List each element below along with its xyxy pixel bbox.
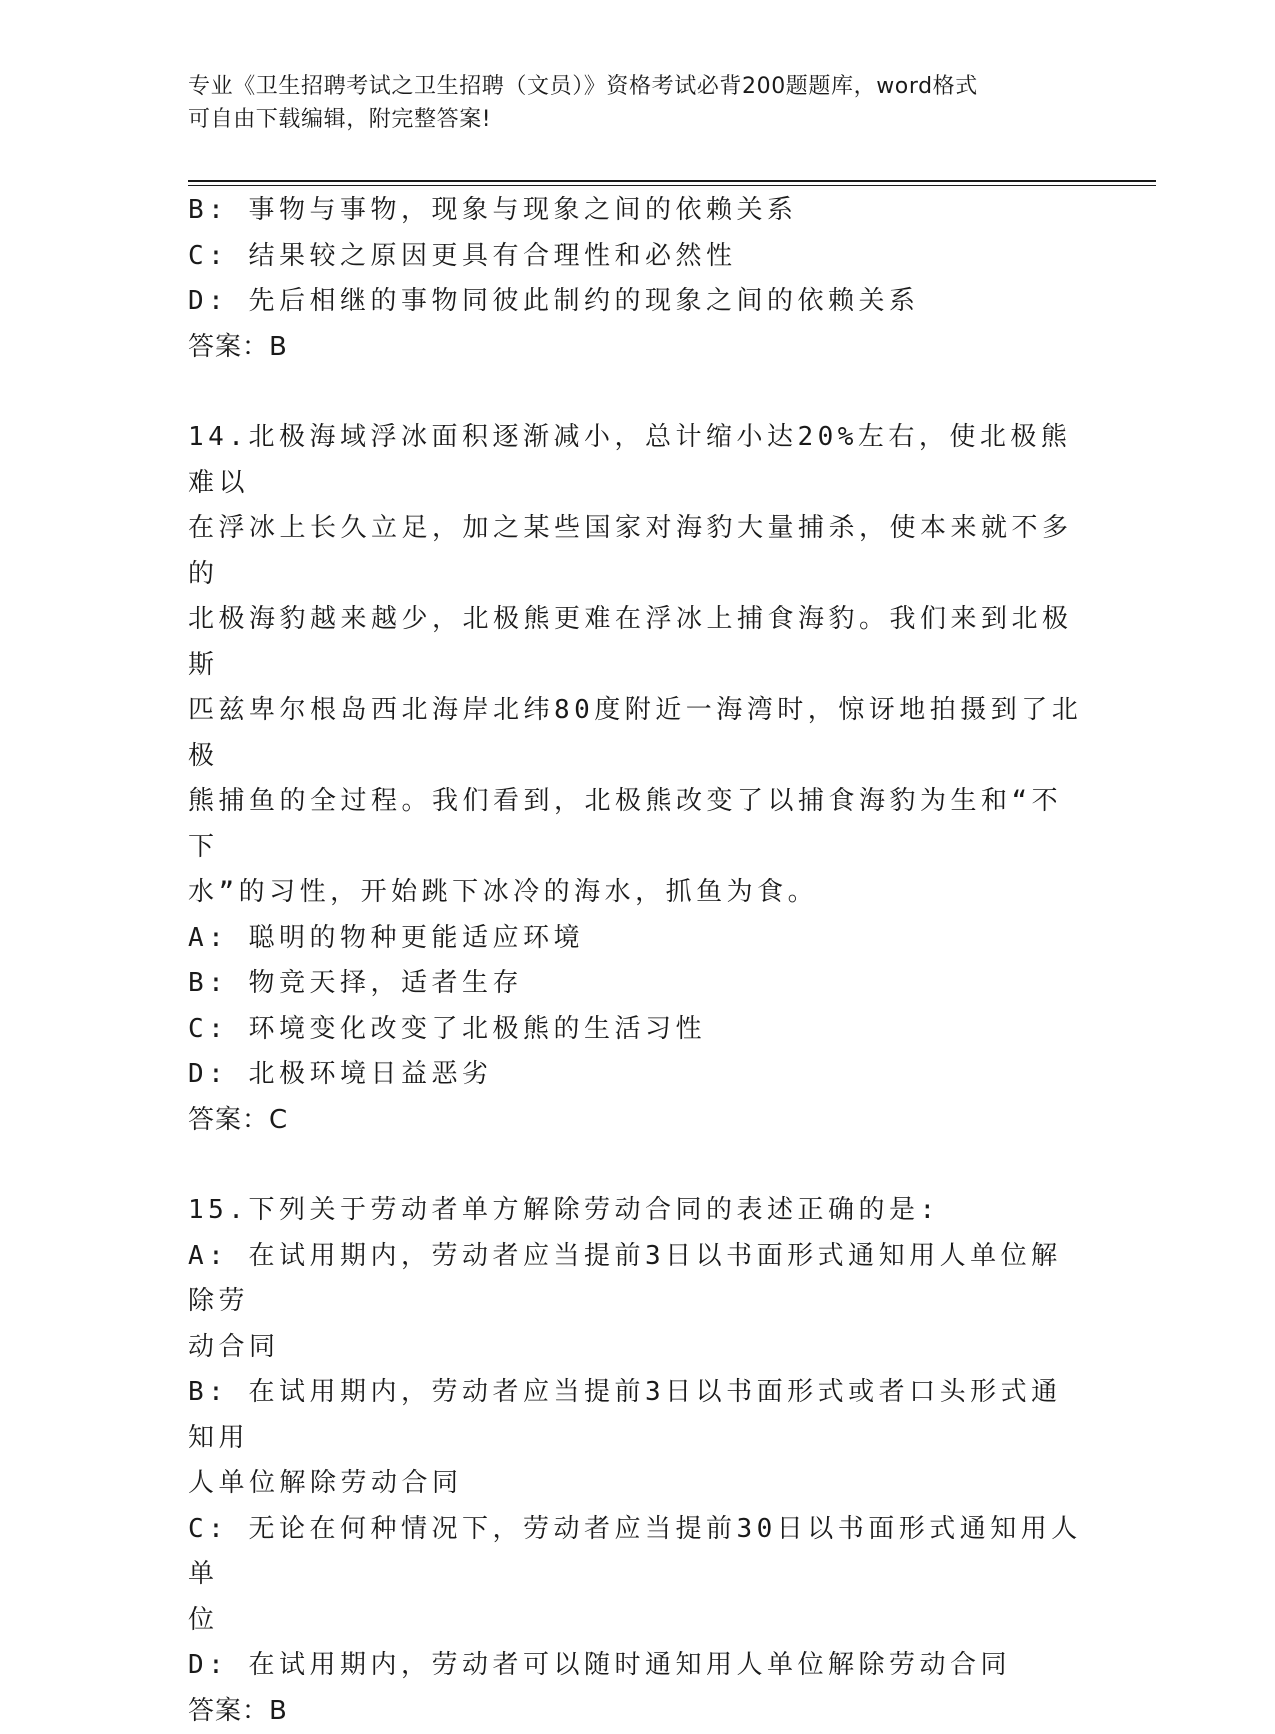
- option-c: C: 环境变化改变了北极熊的生活习性: [188, 1007, 1088, 1053]
- option-b: B: 物竞天择，适者生存: [188, 961, 1088, 1007]
- option-b: B: 事物与事物，现象与现象之间的依赖关系: [188, 188, 1088, 234]
- question-stem-line: 熊捕鱼的全过程。我们看到，北极熊改变了以捕食海豹为生和“不下: [188, 779, 1088, 870]
- question-gap: [188, 370, 1088, 415]
- option-c: C: 结果较之原因更具有合理性和必然性: [188, 234, 1088, 280]
- answer-line: 答案：B: [188, 325, 1088, 371]
- question-stem-line: 14.北极海域浮冰面积逐渐减小，总计缩小达20%左右，使北极熊难以: [188, 415, 1088, 506]
- answer-line: 答案：C: [188, 1098, 1088, 1144]
- option-d: D: 先后相继的事物同彼此制约的现象之间的依赖关系: [188, 279, 1088, 325]
- option-c-line-2: 位: [188, 1598, 1088, 1644]
- question-stem-line: 北极海豹越来越少，北极熊更难在浮冰上捕食海豹。我们来到北极斯: [188, 597, 1088, 688]
- header-line-1: 专业《卫生招聘考试之卫生招聘（文员）》资格考试必背200题题库，word格式: [188, 70, 1068, 103]
- question-stem-line: 匹兹卑尔根岛西北海岸北纬80度附近一海湾时，惊讶地拍摄到了北极: [188, 688, 1088, 779]
- question-stem: 15.下列关于劳动者单方解除劳动合同的表述正确的是:: [188, 1188, 1088, 1234]
- option-b-line-1: B: 在试用期内，劳动者应当提前3日以书面形式或者口头形式通知用: [188, 1370, 1088, 1461]
- question-gap: [188, 1143, 1088, 1188]
- header-line-2: 可自由下载编辑，附完整答案!: [188, 103, 1068, 136]
- option-b-line-2: 人单位解除劳动合同: [188, 1461, 1088, 1507]
- option-a-line-1: A: 在试用期内，劳动者应当提前3日以书面形式通知用人单位解除劳: [188, 1234, 1088, 1325]
- option-a-line-2: 动合同: [188, 1325, 1088, 1371]
- option-a: A: 聪明的物种更能适应环境: [188, 916, 1088, 962]
- document-header: [188, 70, 1068, 136]
- option-d-line-1: D: 在试用期内，劳动者可以随时通知用人单位解除劳动合同: [188, 1643, 1088, 1689]
- question-stem-line: 水”的习性，开始跳下冰冷的海水，抓鱼为食。: [188, 870, 1088, 916]
- option-d: D: 北极环境日益恶劣: [188, 1052, 1088, 1098]
- answer-line: 答案：B: [188, 1689, 1088, 1734]
- question-14: [188, 415, 1088, 1143]
- document-body: [188, 188, 1088, 1734]
- question-15: [188, 1188, 1088, 1734]
- header-divider-thick: [188, 180, 1156, 182]
- question-stem-line: 在浮冰上长久立足，加之某些国家对海豹大量捕杀，使本来就不多的: [188, 506, 1088, 597]
- question-13-continued: [188, 188, 1088, 370]
- header-divider-thin: [188, 185, 1156, 186]
- option-c-line-1: C: 无论在何种情况下，劳动者应当提前30日以书面形式通知用人单: [188, 1507, 1088, 1598]
